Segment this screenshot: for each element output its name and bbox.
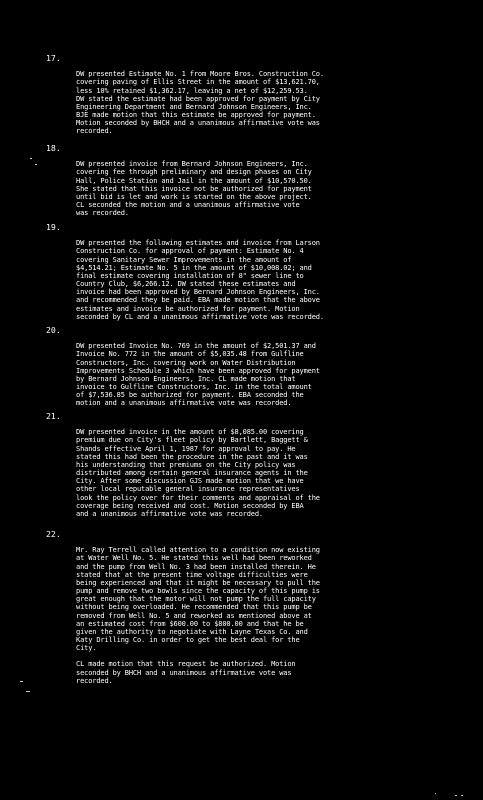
scan-speck — [461, 795, 463, 796]
scan-speck — [26, 691, 30, 692]
item-number: 18. — [46, 143, 61, 153]
minute-item-21 — [46, 412, 466, 534]
paragraph-gap — [76, 652, 466, 660]
item-text: DW presented Estimate No. 1 from Moore Bros. Construction Co. covering paving of Ellis Street in the amount of $13,621.70, less 10% retained $1,362.17, leaving a net of $12,259.53. DW stated the estimate had been approved for payment by City Engineering Department and Bernard Johnson Engineers, Inc. BJE made motion that this estimate be approved for payment. Motion seconded by BHCH and a unanimous affirmative vote was recorded. — [76, 70, 324, 136]
scan-speck — [35, 164, 37, 165]
minute-item-17 — [46, 54, 466, 152]
item-number: 20. — [46, 325, 61, 335]
item-number: 21. — [46, 411, 61, 421]
item-text: DW presented invoice from Bernard Johnson Engineers, Inc. covering fee through preliminary and design phases on City Hall, Police Station and Jail in the amount of $10,570.50. She stated that this invoice not be authorized for payment until bid is let and work is started on the above project. CL seconded the motion and a unanimous affirmative vote was recorded. — [76, 160, 312, 218]
scan-speck — [435, 793, 436, 794]
scan-speck — [455, 795, 457, 796]
minute-item-22 — [46, 530, 466, 701]
item-text: Mr. Ray Terrell called attention to a condition now existing at Water Well No. 5. He stated this well had been reworked and the pump from Well No. 3 had been installed therein. He stated that at the present time voltage difficulties were being experienced and that it might be necessary to pull the pump and remove two bowls since the capacity of this pump is great enough that the motor will not pump the full capacity without being overloaded. He recommended that this pump be removed from Well No. 5 and reworked as mentioned above at an estimated cost from $600.00 to $800.00 and that he be given the authority to negotiate with Layne Texas Co. and Katy Drilling Co. in order to get the best deal for the City. CL made motion that this request be authorized. Motion seconded by BHCH and a unanimous affirmative vote was recorded. — [76, 530, 466, 701]
minute-item-18 — [46, 144, 466, 234]
scan-speck — [20, 681, 23, 682]
item-number: 17. — [46, 53, 61, 63]
item-number: 22. — [46, 529, 61, 539]
item-text: DW presented Invoice No. 769 in the amount of $2,501.37 and Invoice No. 772 in the amount of $5,035.48 from Gulfline Constructors, Inc. covering work on Water Distribution Improvements Schedule 3 which have been approved for payment by Bernard Johnson Engineers, Inc. CL made motion that invoice to Gulfline Constructors, Inc. in the total amount of $7,536.85 be authorized for payment. EBA seconded the motion and a unanimous affirmative vote was recorded. — [76, 342, 320, 408]
item-number: 19. — [46, 222, 61, 232]
minute-item-20 — [46, 326, 466, 424]
item-text: DW presented invoice in the amount of $8,085.00 covering premium due on City's fleet policy by Bartlett, Baggett & Shands effective April 1, 1987 for approval to pay. He stated this had been the procedure in the past and it was his understanding that premiums on the City policy was distributed among certain general insurance agents in the City. After some discussion GJS made motion that we have other local reputable general insurance representatives look the policy over for their comments and appraisal of the coverage being received and cost. Motion seconded by EBA and a unanimous affirmative vote was recorded. — [76, 428, 320, 518]
item-text: DW presented the following estimates and invoice from Larson Construction Co. for approval of payment: Estimate No. 4 covering Sanitary Sewer Improvements in the amount of $4,514.21; Estimate No. 5 in the amount of $10,008.02; and final estimate covering installation of 8" sewer line to Country Club, $6,266.12. DW stated these estimates and invoice had been approved by Bernard Johnson Engineers, Inc. and recommended they be paid. EBA made motion that the above estimates and invoice be authorized for payment. Motion seconded by CL and a unanimous affirmative vote was recorded. — [76, 239, 324, 321]
scan-speck — [30, 158, 32, 159]
minute-item-19 — [46, 223, 466, 337]
